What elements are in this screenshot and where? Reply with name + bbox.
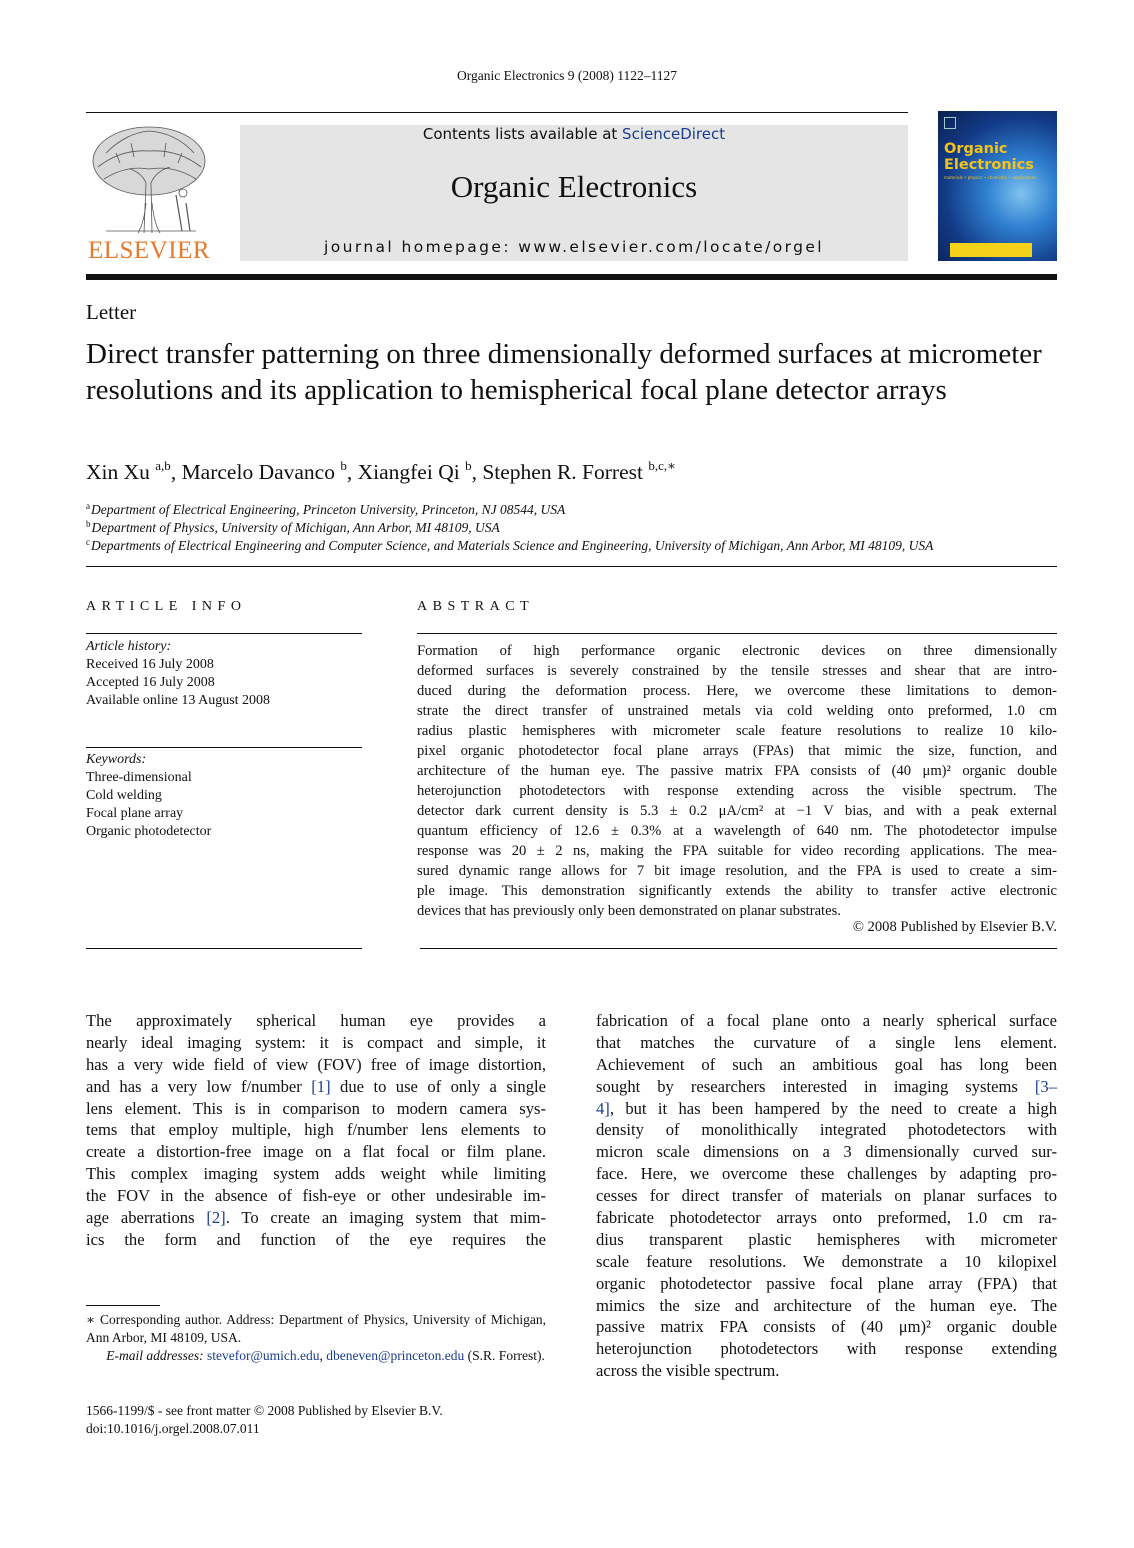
author: Marcelo Davanco (181, 460, 335, 484)
right-col-line: cesses for direct transfer of materials on planar surfaces to (596, 1186, 1057, 1206)
abstract-text (417, 641, 1057, 921)
right-col-line: 4], but it has been hampered by the need to create a high (596, 1098, 1057, 1118)
author-affil-marks: b,c,∗ (648, 458, 676, 473)
abstract-line: sured dynamic range allows for 7 bit image resolution, and the FPA is used to create a sim- (417, 863, 1057, 879)
abstract-line: heterojunction photodetectors with response extending across the visible spectrum. The (417, 783, 1057, 799)
abstract-line: devices that has previously only been demonstrated on planar substrates. (417, 903, 841, 919)
email-note: E-mail addresses: stevefor@umich.edu, dbeneven@princeton.edu (S.R. Forrest). (106, 1348, 545, 1363)
reference-link[interactable]: [3– (1034, 1076, 1057, 1096)
article-type: Letter (86, 300, 137, 324)
journal-homepage: journal homepage: www.elsevier.com/locate/orgel (324, 238, 824, 256)
publisher-wordmark: ELSEVIER (87, 237, 211, 264)
journal-cover (938, 111, 1057, 261)
left-col-line: lens element. This is in comparison to modern camera sys- (86, 1098, 546, 1118)
right-col-line: fabricate photodetector arrays onto preformed, 1.0 cm ra- (596, 1208, 1057, 1228)
right-col-line: density of monolithically integrated photodetectors with (596, 1120, 1057, 1140)
abstract-rule (417, 633, 1057, 634)
article-history-label: Article history: (86, 639, 172, 654)
cover-bar (950, 243, 1032, 257)
tree-icon (86, 123, 212, 235)
right-col-line: heterojunction photodetectors with response extending (596, 1339, 1057, 1359)
history-received: Received 16 July 2008 (86, 657, 214, 672)
right-col-line: Achievement of such an ambitious goal has long been (596, 1054, 1057, 1074)
affiliation-a: $^a$Department of Electrical Engineering, Princeton University, Princeton, NJ 08544, USA (86, 501, 566, 517)
body-column-right (596, 1010, 1057, 1382)
article-info-heading: ARTICLE INFO (86, 599, 247, 614)
journal-citation: Organic Electronics 9 (2008) 1122–1127 (457, 68, 677, 83)
left-col-line: create a distortion-free image on a flat focal or film plane. (86, 1142, 546, 1162)
author-list: Xin Xu $^{a,b}$, Marcelo Davanco $^b$, Xiangfei Qi $^b$, Stephen R. Forrest $^{b,c,∗}$ (86, 458, 676, 484)
right-col-line: passive matrix FPA consists of (40 μm)² organic double (596, 1317, 1057, 1337)
right-col-line: micron scale dimensions on a 3 dimensionally curved sur- (596, 1142, 1057, 1162)
cover-logo-icon (944, 117, 956, 129)
right-col-line: mimics the size and architecture of the human eye. The (596, 1295, 1057, 1315)
history-online: Available online 13 August 2008 (86, 693, 271, 708)
history-accepted: Accepted 16 July 2008 (86, 675, 215, 690)
footnote-rule (86, 1305, 160, 1306)
abstract-line: strate the direct transfer of unstrained metals via cold welding onto preformed, 1.0 cm (417, 703, 1057, 719)
keywords-label: Keywords: (86, 752, 147, 767)
author-affil-marks: b (340, 458, 347, 473)
contents-line (240, 125, 908, 143)
journal-name: Organic Electronics (450, 169, 698, 204)
article-info-rule (86, 633, 362, 634)
right-col-line: fabrication of a focal plane onto a nearly spherical surface (596, 1011, 1057, 1030)
right-col-line: that matches the curvature of a single lens element. (596, 1032, 1057, 1052)
reference-link[interactable]: [2] (206, 1208, 226, 1228)
left-col-line: The approximately spherical human eye provides a (86, 1011, 546, 1030)
keyword: Organic photodetector (86, 824, 212, 839)
affiliation-c: $^c$Departments of Electrical Engineering and Computer Science, and Materials Science and Engineering, University of Michigan, Ann Arbor, MI 48109, USA (86, 537, 934, 553)
email-link[interactable]: dbeneven@princeton.edu (326, 1348, 465, 1363)
article-title: Direct transfer patterning on three dimensionally deformed surfaces at micrometer resolutions and its application to hemispherical focal plane detector arrays (86, 338, 1042, 406)
reference-link[interactable]: 4] (596, 1098, 610, 1118)
journal-banner (240, 125, 908, 261)
email-label: E-mail addresses: (106, 1348, 207, 1363)
elsevier-logo (86, 123, 212, 263)
left-col-line: ics the form and function of the eye requires the (86, 1229, 546, 1249)
author-affil-marks: a,b (155, 458, 171, 473)
abstract-line: deformed surfaces is severely constrained by the tensile stresses and shear that are intro- (417, 663, 1057, 679)
right-col-line: face. Here, we overcome these challenges by adapting pro- (596, 1164, 1057, 1184)
article-info-rule-bottom (86, 948, 362, 949)
cover-subtitle: materials • physics • chemistry • applications (944, 175, 1037, 180)
email-link[interactable]: stevefor@umich.edu (207, 1348, 320, 1363)
left-col-line: nearly ideal imaging system: it is compact and simple, it (86, 1032, 546, 1052)
left-col-line: and has a very low f/number [1] due to use of only a single (86, 1076, 546, 1096)
keyword: Cold welding (86, 788, 162, 803)
abstract-heading: ABSTRACT (417, 599, 535, 614)
right-col-line: dius transparent plastic hemispheres with micrometer (596, 1229, 1057, 1249)
left-col-line: age aberrations [2]. To create an imaging system that mim- (86, 1208, 546, 1228)
left-col-line: tems that employ multiple, high f/number lens elements to (86, 1120, 546, 1140)
header-rule-thick (86, 274, 1057, 280)
doi-line[interactable]: doi:10.1016/j.orgel.2008.07.011 (86, 1421, 260, 1436)
author: Xin Xu (86, 460, 150, 484)
abstract-line: Formation of high performance organic electronic devices on three dimensionally (417, 643, 1057, 659)
abstract-line: ple image. This demonstration significantly extends the ability to transfer active electronic (417, 883, 1057, 899)
abstract-copyright: © 2008 Published by Elsevier B.V. (852, 919, 1057, 935)
right-col-line: organic photodetector passive focal plane array (FPA) that (596, 1273, 1057, 1293)
left-col-line: the FOV in the absence of fish-eye or other undesirable im- (86, 1186, 546, 1206)
abstract-line: architecture of the human eye. The passive matrix FPA consists of (40 μm)² organic double (417, 763, 1057, 779)
author: Stephen R. Forrest (482, 460, 643, 484)
reference-link[interactable]: [1] (311, 1076, 331, 1096)
contents-prefix: Contents lists available at (422, 125, 623, 143)
body-column-left (86, 1010, 546, 1251)
left-col-line: This complex imaging system adds weight while limiting (86, 1164, 546, 1184)
affiliation-b: $^b$Department of Physics, University of Michigan, Ann Arbor, MI 48109, USA (86, 519, 500, 535)
keyword: Focal plane array (86, 806, 184, 821)
abstract-line: duced during the deformation process. Here, we overcome these limitations to demon- (417, 683, 1057, 699)
keyword: Three-dimensional (86, 770, 192, 785)
abstract-line: detector dark current density is 5.3 ± 0.2 μA/cm² at −1 V bias, and with a peak external (417, 803, 1057, 819)
abstract-rule-bottom (420, 948, 1057, 949)
author-affil-marks: b (465, 458, 472, 473)
keywords-rule (86, 747, 362, 748)
abstract-line: quantum efficiency of 12.6 ± 0.3% at a wavelength of 640 nm. The photodetector impulse (417, 823, 1057, 839)
sciencedirect-link[interactable]: ScienceDirect (622, 125, 726, 143)
abstract-line: response was 20 ± 2 ns, making the FPA suitable for video recording applications. The mea- (417, 843, 1057, 859)
header-rule-top (86, 112, 908, 113)
cover-title: Organic Electronics (944, 141, 1034, 173)
issn-line: 1566-1199/$ - see front matter © 2008 Published by Elsevier B.V. (86, 1403, 443, 1418)
abstract-line: pixel organic photodetector focal plane arrays (FPAs) that mimic the size, function, and (417, 743, 1057, 759)
right-col-line: scale feature resolutions. We demonstrate a 10 kilopixel (596, 1251, 1057, 1271)
right-col-line: across the visible spectrum. (596, 1361, 780, 1381)
author: Xiangfei Qi (357, 460, 460, 484)
title-rule-bottom (86, 566, 1057, 567)
corresponding-author-note: ∗ Corresponding author. Address: Department of Physics, University of Michigan, Ann Arbor, MI 48109, USA. (86, 1312, 546, 1345)
right-col-line: sought by researchers interested in imaging systems [3– (596, 1076, 1057, 1096)
abstract-line: radius plastic hemispheres with micrometer scale feature resolutions to realize 10 kilo- (417, 723, 1057, 739)
left-col-line: has a very wide field of view (FOV) free of image distortion, (86, 1054, 546, 1074)
